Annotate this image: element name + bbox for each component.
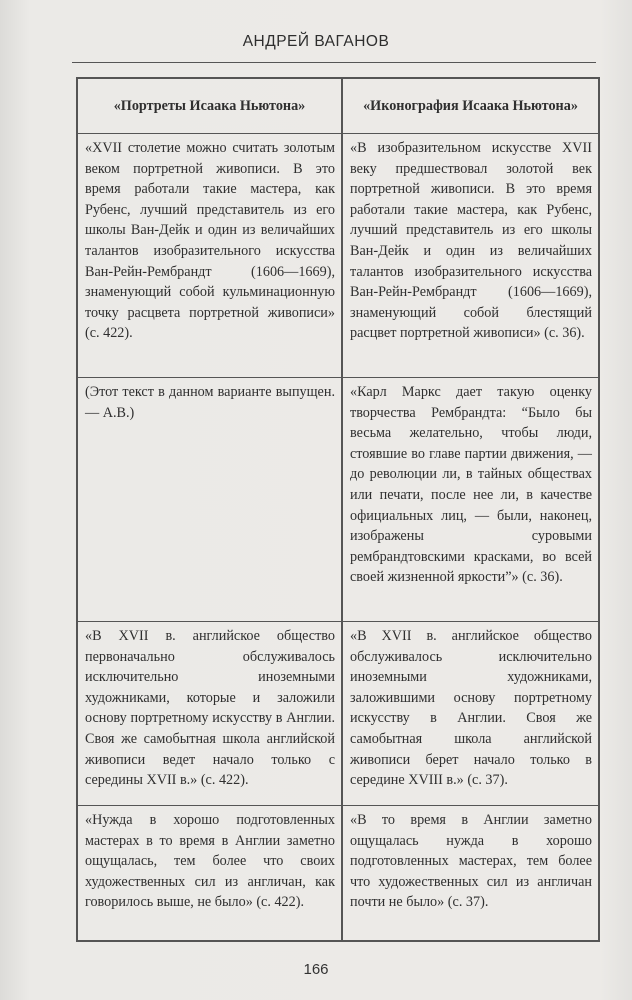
table-row [77,806,599,941]
table-row [77,134,599,378]
column-header-right-text: «Иконография Исаака Ньютона» [363,97,578,114]
table-header-row [77,78,599,134]
comparison-table [76,77,600,942]
table-cell-left: «Нужда в хорошо подготовленных мастерах в то время в Англии заметно ощущалась, тем более что своих художественных сил из англичан, как говорилось выше, не было» (с. 422). [77,806,342,941]
table-cell-left: «В XVII в. английское общество первоначально обслуживалось исключительно иноземными художниками, которые и заложили основу портретному искусству в Англии. Своя же самобытная школа английской живописи ведет начало только с середины XVII в.» (с. 422). [77,622,342,806]
column-header-right [342,78,599,134]
table-cell-right: «В XVII в. английское общество обслуживалось исключительно иноземными художниками, заложившими основу портретному искусству в Англии. Своя же самобытная школа английской живописи берет начало только в середине XVIII в.» (с. 37). [342,622,599,806]
header-rule [72,62,596,63]
table-row [77,378,599,622]
column-header-left: «Портреты Исаака Ньютона» [77,78,342,134]
table-cell-right: «В то время в Англии заметно ощущалась нужда в хорошо подготовленных мастерах, тем более что художественных сил из англичан почти не было» (с. 37). [342,806,599,941]
table-cell-left: «XVII столетие можно считать золотым веком портретной живописи. В это время работали такие мастера, как Рубенс, лучший представитель из его школы Ван-Дейк и один из величайших талантов изобразительного искусства Ван-Рейн-Рембрандт (1606—1669), знаменующий собой кульминационную точку расцвета портретной живописи» (с. 422). [77,134,342,378]
table-cell-right: «В изобразительном искусстве XVII веку предшествовал золотой век портретной живописи. В это время работали такие мастера, как Рубенс, лучший представитель из его школы Ван-Дейк и один из величайших талантов изобразительного искусства Ван-Рейн-Рембрандт (1606—1669), знаменующий собой блестящий расцвет портретной живописи» (с. 36). [342,134,599,378]
running-header: АНДРЕЙ ВАГАНОВ [242,33,390,50]
table-row [77,622,599,806]
table-cell-right: «Карл Маркс дает такую оценку творчества Рембрандта: “Было бы весьма желательно, чтобы люди, стоявшие во главе партии движения, — до революции ли, в тайных обществах или печати, после нее ли, в качестве официальных лиц, — были, наконец, изображены суровыми рембрандтовскими красками, во всей своей жизненной яркости”» (с. 36). [342,378,599,622]
table-cell-left: (Этот текст в данном варианте выпущен. — А.В.) [77,378,342,622]
page-number: 166 [303,961,329,978]
